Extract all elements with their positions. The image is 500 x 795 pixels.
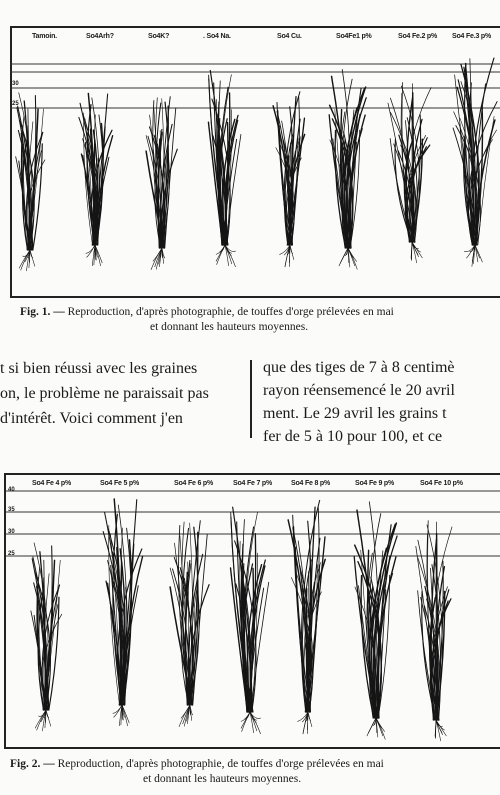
fig2-tuft-3 bbox=[170, 521, 209, 727]
fig1-tick-30: 30 bbox=[12, 81, 19, 87]
fig2-label-fe4: So4 Fe 4 p% bbox=[32, 480, 72, 487]
fig2-tuft-1 bbox=[31, 543, 62, 731]
fig2-tick-40: 40 bbox=[8, 487, 15, 493]
fig2-tuft-6 bbox=[354, 502, 397, 740]
fig1-label-so4-fe3: So4 Fe.3 p% bbox=[452, 33, 492, 40]
figure-1-caption: Fig. 1. — Reproduction, d'après photographie, de touffes d'orge prélevées en mai et donnant les hauteurs moyennes. bbox=[20, 306, 394, 333]
fig1-label-so4-fe1: So4Fe1 p% bbox=[336, 33, 372, 40]
right-line-1: que des tiges de 7 à 8 centimè bbox=[263, 359, 455, 376]
fig2-label-fe6: So4 Fe 6 p% bbox=[174, 480, 214, 487]
fig2-tick-30: 30 bbox=[8, 529, 15, 535]
fig1-label-so4-cu: So4 Cu. bbox=[277, 33, 302, 40]
right-line-2: rayon réensemencé le 20 avril bbox=[263, 382, 455, 399]
left-line-1: t si bien réussi avec les graines bbox=[0, 360, 198, 377]
fig2-label-fe9: So4 Fe 9 p% bbox=[355, 480, 395, 487]
fig1-tick-25: 25 bbox=[12, 101, 19, 107]
right-line-4: fer de 5 à 10 pour 100, et ce bbox=[263, 428, 443, 445]
fig2-tuft-5 bbox=[288, 500, 325, 733]
left-line-2: on, le problème ne paraissait pas bbox=[0, 385, 209, 402]
fig1-label-so4-na: . So4 Na. bbox=[203, 33, 231, 40]
fig2-tuft-4 bbox=[231, 507, 269, 734]
fig1-label-so4-arh: So4Arh? bbox=[86, 33, 114, 40]
fig1-label-temoin: Tamoin. bbox=[32, 33, 57, 40]
fig2-label-fe5: So4 Fe 5 p% bbox=[100, 480, 140, 487]
fig2-label-fe7: So4 Fe 7 p% bbox=[233, 480, 273, 487]
fig1-label-so4-k: So4K? bbox=[148, 33, 170, 40]
fig2-tuft-2 bbox=[103, 499, 142, 726]
fig2-label-fe8: So4 Fe 8 p% bbox=[291, 480, 331, 487]
fig2-tick-25: 25 bbox=[8, 551, 15, 557]
fig1-label-so4-fe2: So4 Fe.2 p% bbox=[398, 33, 438, 40]
fig2-tuft-7 bbox=[416, 521, 452, 741]
fig2-label-fe10: So4 Fe 10 p% bbox=[420, 480, 463, 487]
fig2-tick-35: 35 bbox=[8, 507, 15, 513]
figure-2-caption: Fig. 2. — Reproduction, d'après photographie, de touffes d'orge prélevées en mai et donnant les hauteurs moyennes. bbox=[10, 758, 384, 785]
left-line-3: d'intérêt. Voici comment j'en bbox=[0, 410, 183, 427]
right-line-3: ment. Le 29 avril les grains t bbox=[263, 405, 447, 422]
